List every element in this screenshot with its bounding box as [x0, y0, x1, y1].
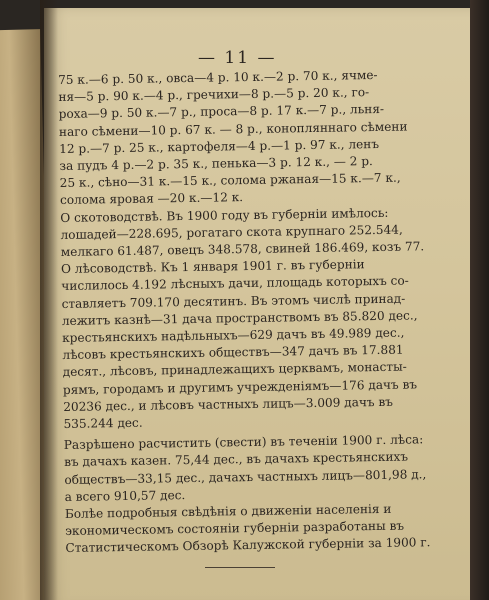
- paragraph-prices: [58, 66, 460, 210]
- paragraph-livestock: [60, 203, 461, 261]
- text-line: мелкаго 61.487, овецъ 348.578, свиней 186.469, козъ 77.: [60, 239, 425, 260]
- text-line: 25 к., сѣно—31 к.—15 к., солома ржаная—15 к.—7 к.,: [59, 170, 401, 191]
- text-line: числилось 4.192 лѣсныхъ дачи, площадь которыхъ со-: [61, 273, 409, 294]
- text-line: а всего 910,57 дес.: [64, 487, 186, 504]
- text-line: 12 р.—7 р. 25 к., картофеля—4 р.—1 р. 97 к., ленъ: [59, 136, 380, 156]
- text-line: солома яровая —20 к.—12 к.: [59, 190, 244, 208]
- page-number: — 11 —: [198, 48, 277, 68]
- text-line: десят., лѣсовъ, принадлежащихъ церквамъ, монасты-: [62, 360, 407, 380]
- text-line: крестьянскихъ надѣльныхъ—629 дачъ въ 49.989 дес.,: [62, 325, 405, 346]
- text-line: ня—5 р. 90 к.—4 р., гречихи—8 р.—5 р. 20 к., го-: [58, 85, 370, 105]
- text-line: лежитъ казнѣ—31 дача пространствомъ въ 85.820 дес.,: [61, 308, 418, 328]
- text-line: 20236 дес., и лѣсовъ частныхъ лицъ—3.009 дачъ въ: [63, 394, 394, 414]
- text-line: экономическомъ состояніи губерніи разработаны въ: [65, 518, 405, 539]
- text-line: О скотоводствѣ. Въ 1900 году въ губерніи имѣлось:: [60, 205, 389, 225]
- text-line: 75 к.—6 р. 50 к., овса—4 р. 10 к.—2 р. 70 к., ячме-: [58, 67, 378, 87]
- text-line: О лѣсоводствѣ. Къ 1 января 1901 г. въ губерніи: [60, 257, 365, 277]
- text-line: Разрѣшено расчистить (свести) въ теченіи 1900 г. лѣса:: [63, 432, 424, 453]
- paragraph-clearing: [64, 431, 465, 506]
- end-rule: [205, 567, 275, 568]
- text-line: въ дачахъ казен. 75,44 дес., въ дачахъ крестьянскихъ: [64, 450, 409, 470]
- text-line: лошадей—228.695, рогатаго скота крупнаго 252.544,: [60, 222, 403, 242]
- text-line: лѣсовъ крестьянскихъ обществъ—347 дачъ въ 17.881: [62, 342, 404, 363]
- text-line: за пудъ 4 р.—2 р. 35 к., пенька—3 р. 12 к., — 2 р.: [59, 154, 373, 174]
- text-line: роха—9 р. 50 к.—7 р., проса—8 р. 17 к.—7 р., льня-: [58, 102, 385, 122]
- paragraph-reference: [65, 500, 466, 558]
- text-line: 535.244 дес.: [63, 415, 143, 432]
- text-line: рямъ, городамъ и другимъ учрежденіямъ—176 дачъ въ: [62, 377, 418, 397]
- text-line: Статистическомъ Обзорѣ Калужской губерніи за 1900 г.: [65, 535, 431, 556]
- text-line: ставляетъ 709.170 десятинъ. Въ этомъ числѣ принад-: [61, 291, 406, 311]
- page-text: [58, 66, 466, 558]
- text-line: Болѣе подробныя свѣдѣнія о движеніи населенія и: [64, 501, 392, 522]
- text-line: обществъ—33,15 дес., дачахъ частныхъ лицъ—801,98 д.,: [64, 466, 427, 487]
- background-strip: [470, 0, 489, 600]
- paragraph-forestry: [61, 255, 464, 433]
- text-line: наго сѣмени—10 р. 67 к. — 8 р., конопляннаго сѣмени: [58, 119, 408, 139]
- book-gutter: [40, 0, 58, 600]
